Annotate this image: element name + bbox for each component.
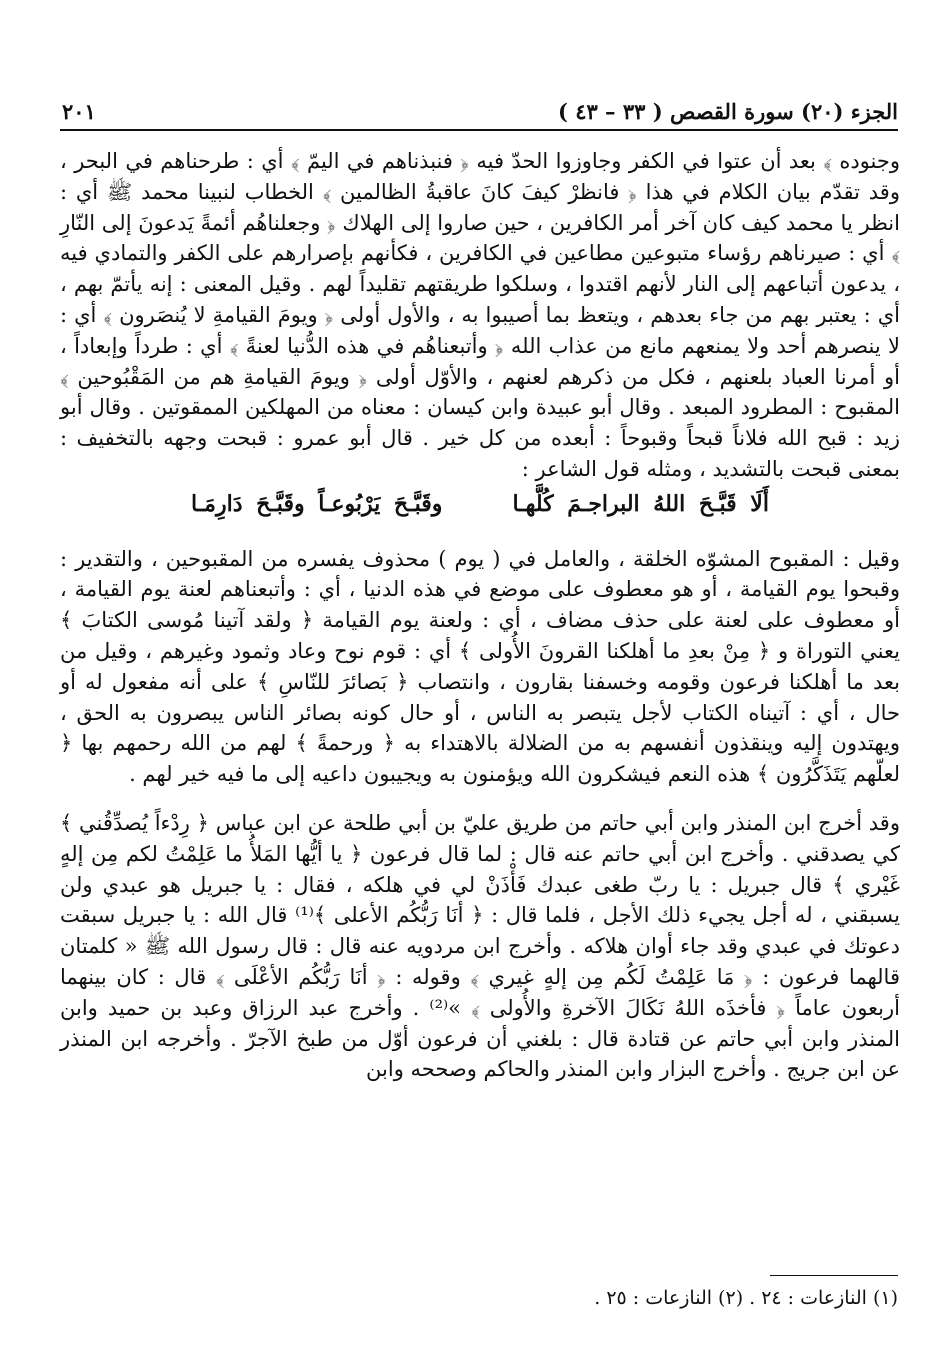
paragraph-2: وقيل : المقبوح المشوّه الخلقة ، والعامل في ( يوم ) محذوف يفسره من المقبوحين ، والتقدير : وقبحوا يوم القيامة ، أو هو معطوف على موضع في هذه الدنيا ، أي : وأتبعناهم لعنة يوم القيامة ، أو معطوف على لعنة على حذف مضاف ، أي : ولعنة يوم القيامة ﴿ ولقد آتينا مُوسى الكتابَ ﴾ يعني التوراة و ﴿ مِنْ بعدِ ما أهلكنا القرونَ الأُولى ﴾ أي : قوم نوح وعاد وثمود وغيرهم ، وقيل من بعد ما أهلكنا فرعون وقومه وخسفنا بقارون ، وانتصاب ﴿ بَصائرَ للنّاسِ ﴾ على أنه مفعول له أو حال ، أي : آتيناه الكتاب لأجل يتبصر به الناس ، أو حال كونه بصائر الناس يبصرون به الحق ، ويهتدون إليه وينقذون أنفسهم به من الضلالة بالاهتداء به ﴿ ورحمةً ﴾ لهم من الله رحمهم بها ﴿ لعلّهم يَتَذَكَّرُون ﴾ هذه النعم فيشكرون الله ويؤمنون به ويجيبون داعيه إلى ما فيه خير لهم . <box>60 546 900 787</box>
footnote-rule <box>770 1275 898 1276</box>
paragraph-gap <box>60 790 900 808</box>
footnotes: (١) النازعات : ٢٤ . (٢) النازعات : ٢٥ . <box>594 1287 898 1309</box>
paragraph-3: وقد أخرج ابن المنذر وابن أبي حاتم من طريق عليّ بن أبي طلحة عن ابن عباس ﴿ رِدْءاً يُصدِّقُني ﴾ كي يصدقني . وأخرج ابن أبي حاتم عنه قال : لما قال فرعون ﴿ يا أيُّها المَلأُ ما عَلِمْتُ لكم مِن إلهٍ غَيْري ﴾ قال جبريل : يا ربّ طغى عبدك فَأْذَنْ لي في هلكه ، فقال : يا جبريل هو عبدي ولن يسبقني ، له أجل يجيء ذلك الأجل ، فلما قال : ﴿ أنَا رَبُّكُم الأعلى ﴾⁽¹⁾ قال الله : يا جبريل سبقت دعوتك في عبدي وقد جاء أوان هلاكه . وأخرج ابن مردويه عنه قال : قال رسول الله ﷺ « كلمتان قالهما فرعون : ﴿ مَا عَلِمْتُ لَكُم مِن إلهٍ غيري ﴾ وقوله : ﴿ أنَا رَبُّكُم الأعْلَى ﴾ قال : كان بينهما أربعون عاماً ﴿ فأخذَه اللهُ نَكَالَ الآخرةِ والأُولى ﴾ »⁽²⁾ . وأخرج عبد الرزاق وعبد بن حميد وابن المنذر وابن أبي حاتم عن قتادة قال : بلغني أن فرعون أوّل من طبخ الآجرّ . وأخرجه ابن المنذر عن ابن جريج . وأخرج البزار وابن المنذر والحاكم وصححه وابن <box>60 810 901 1082</box>
poetry-verse <box>60 489 900 520</box>
header-rule <box>60 129 898 131</box>
paragraph-gap <box>60 526 900 544</box>
running-title: الجزء (٢٠) سورة القصص ( ٣٣ – ٤٣ ) <box>557 98 898 124</box>
verse-second-hemistich: وقَبَّـحَ يَرْبُوعـاً وقَبَّـحَ دَارِمَـا <box>191 490 443 517</box>
page-number: ٢٠١ <box>62 98 96 124</box>
running-header <box>62 94 898 128</box>
verse-first-hemistich: أَلَا قَبَّـحَ اللهُ البراجـمَ كُلَّهـا <box>512 490 769 517</box>
page-body <box>60 146 900 1085</box>
paragraph-1: وجنوده ﴾ بعد أن عتوا في الكفر وجاوزوا الحدّ فيه ﴿ فنبذناهم في اليمّ ﴾ أي : طرحناهم في البحر ، وقد تقدّم بيان الكلام في هذا ﴿ فانظرْ كيفَ كانَ عاقبةُ الظالمين ﴾ الخطاب لنبينا محمد ﷺ أي : انظر يا محمد كيف كان آخر أمر الكافرين ، حين صاروا إلى الهلاك ﴿ وجعلناهُم أئمةً يَدعونَ إلى النّارِ ﴾ أي : صيرناهم رؤساء متبوعين مطاعين في الكافرين ، فكأنهم بإصرارهم على الكفر والتمادي فيه ، يدعون أتباعهم إلى النار لأنهم اقتدوا ، وسلكوا طريقتهم تقليداً لهم . وقيل المعنى : إنه يأتمّ بهم ، أي : يعتبر بهم من جاء بعدهم ، ويتعظ بما أصيبوا به ، والأول أولى ﴿ ويومَ القيامةِ لا يُنصَرون ﴾ أي : لا ينصرهم أحد ولا يمنعهم مانع من عذاب الله ﴿ وأتبعناهُم في هذه الدُّنيا لعنةً ﴾ أي : طرداً وإبعاداً ، أو أمرنا العباد بلعنهم ، فكل من ذكرهم لعنهم ، والأوّل أولى ﴿ ويومَ القيامةِ هم من المَقْبُوحين ﴾ المقبوح : المطرود المبعد . وقال أبو عبيدة وابن كيسان : معناه من المهلكين الممقوتين . وقال أبو زيد : قبح الله فلاناً قبحاً وقبوحاً : أبعده من كل خير . قال أبو عمرو : قبحت وجهه بالتخفيف : بمعنى قبحت بالتشديد ، ومثله قول الشاعر : <box>60 149 900 481</box>
